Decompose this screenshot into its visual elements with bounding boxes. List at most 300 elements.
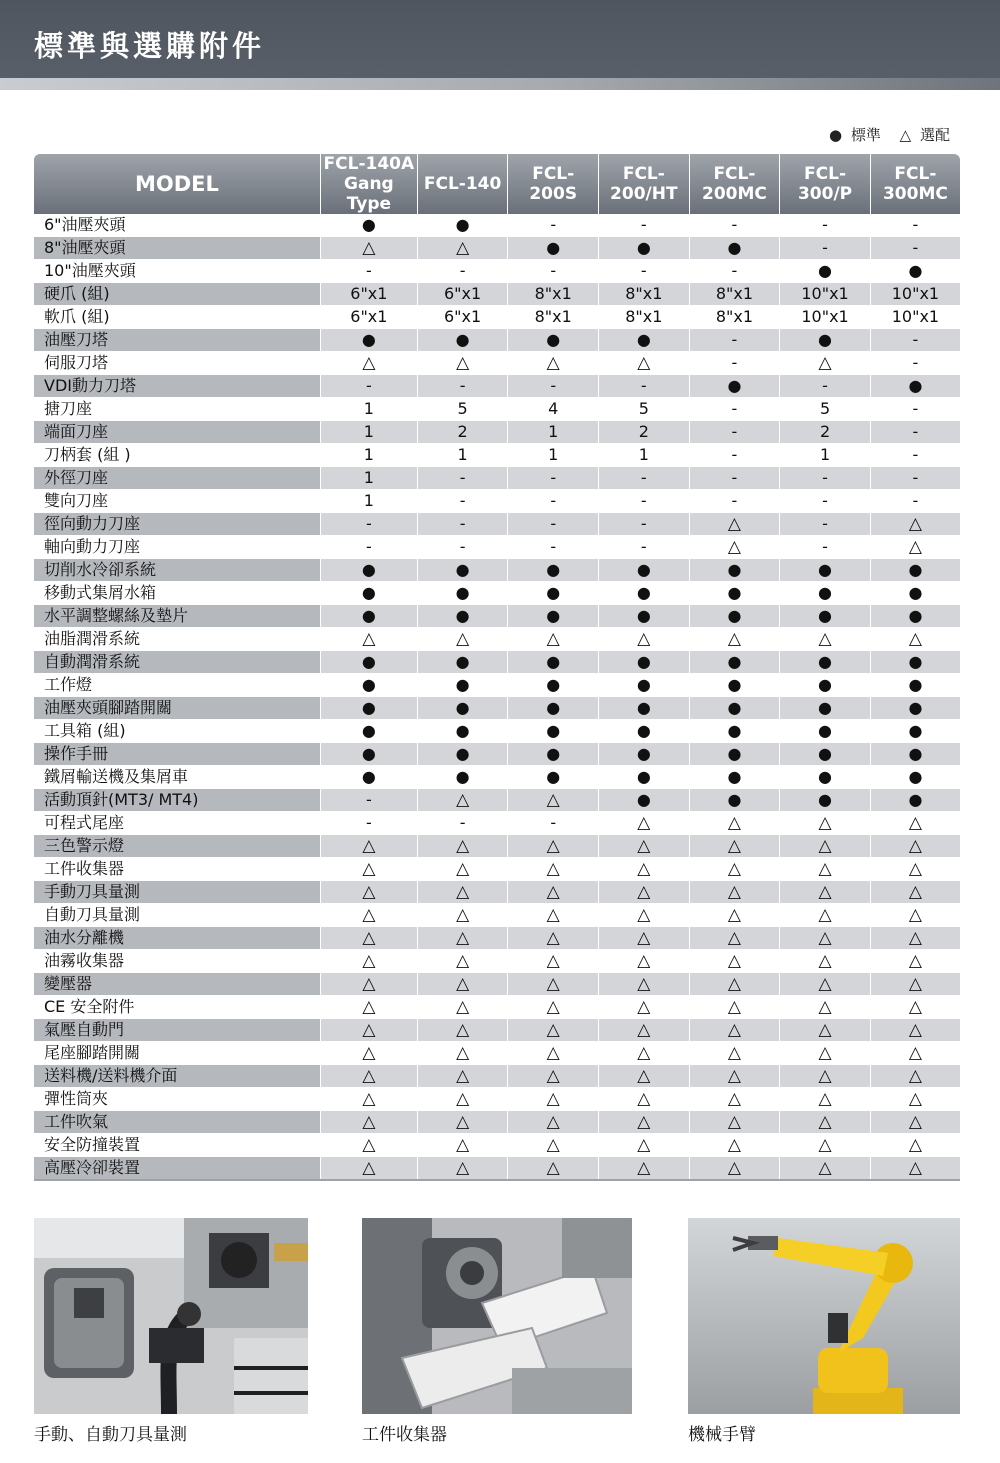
table-cell: [780, 766, 871, 789]
cell-value: -: [731, 445, 738, 464]
table-cell: [780, 398, 871, 421]
table-cell: [870, 467, 960, 490]
accessory-label: 工件收集器: [34, 858, 320, 881]
table-cell: [508, 375, 599, 398]
table-cell: [870, 490, 960, 513]
cell-value: -: [365, 376, 372, 395]
cell-value: -: [365, 537, 372, 556]
table-cell: [689, 398, 780, 421]
table-cell: [870, 674, 960, 697]
table-cell: [320, 927, 417, 950]
standard-dot-icon: ●: [455, 652, 470, 671]
table-cell: [870, 1042, 960, 1065]
table-cell: [599, 214, 690, 237]
table-cell: [870, 214, 960, 237]
table-cell: [780, 904, 871, 927]
accessory-label: 工具箱 (組): [34, 720, 320, 743]
table-cell: [417, 352, 508, 375]
table-cell: [417, 1157, 508, 1181]
table-cell: [870, 306, 960, 329]
accessory-label: 端面刀座: [34, 421, 320, 444]
accessories-table: [34, 154, 960, 1181]
standard-dot-icon: ●: [908, 721, 923, 740]
table-cell: [599, 536, 690, 559]
standard-dot-icon: ●: [455, 698, 470, 717]
table-cell: [320, 1157, 417, 1181]
cell-value: 10"x1: [891, 284, 940, 303]
table-cell: [320, 973, 417, 996]
table-row: [34, 490, 960, 513]
table-cell: [320, 697, 417, 720]
standard-dot-icon: ●: [818, 583, 833, 602]
option-triangle-icon: △: [456, 882, 470, 902]
cell-value: -: [459, 261, 466, 280]
table-cell: [870, 352, 960, 375]
table-cell: [689, 1134, 780, 1157]
table-row: [34, 1111, 960, 1134]
standard-dot-icon: ●: [361, 721, 376, 740]
option-triangle-icon: △: [908, 882, 922, 902]
accessory-label: 6"油壓夾頭: [34, 214, 320, 237]
table-cell: [508, 1134, 599, 1157]
standard-dot-icon: ●: [818, 744, 833, 763]
accessory-label: 工件吹氣: [34, 1111, 320, 1134]
table-cell: [320, 421, 417, 444]
table-cell: [780, 628, 871, 651]
option-triangle-icon: △: [546, 1020, 560, 1040]
table-cell: [689, 996, 780, 1019]
table-row: [34, 743, 960, 766]
table-row: [34, 283, 960, 306]
cell-value: 2: [638, 422, 649, 441]
table-row: [34, 329, 960, 352]
model-name-line: FCL-: [804, 164, 847, 184]
standard-dot-icon: ●: [727, 652, 742, 671]
table-cell: [599, 674, 690, 697]
accessory-label: 油霧收集器: [34, 950, 320, 973]
cell-value: 6"x1: [350, 307, 388, 326]
table-cell: [320, 490, 417, 513]
model-column-header: [320, 154, 417, 214]
table-cell: [417, 582, 508, 605]
table-cell: [508, 352, 599, 375]
table-cell: [780, 306, 871, 329]
table-cell: [417, 904, 508, 927]
table-cell: [870, 1134, 960, 1157]
table-row: [34, 904, 960, 927]
option-triangle-icon: △: [362, 1135, 376, 1155]
table-cell: [689, 375, 780, 398]
table-cell: [599, 421, 690, 444]
standard-dot-icon: ●: [818, 767, 833, 786]
option-triangle-icon: △: [546, 1135, 560, 1155]
table-cell: [320, 260, 417, 283]
table-row: [34, 697, 960, 720]
table-cell: [599, 513, 690, 536]
standard-dot-icon: ●: [908, 767, 923, 786]
table-cell: [870, 582, 960, 605]
accessory-label: 雙向刀座: [34, 490, 320, 513]
standard-dot-icon: ●: [361, 215, 376, 234]
table-cell: [508, 1111, 599, 1134]
option-triangle-icon: △: [362, 997, 376, 1017]
option-triangle-icon: △: [362, 928, 376, 948]
table-cell: [508, 237, 599, 260]
accessory-label: VDI動力刀塔: [34, 375, 320, 398]
option-triangle-icon: △: [908, 1158, 922, 1178]
standard-dot-icon: ●: [636, 330, 651, 349]
option-triangle-icon: △: [362, 1043, 376, 1063]
table-cell: [689, 490, 780, 513]
standard-dot-icon: ●: [361, 744, 376, 763]
option-triangle-icon: △: [818, 1066, 832, 1086]
accessory-label: 自動刀具量測: [34, 904, 320, 927]
cell-value: -: [459, 468, 466, 487]
cell-value: -: [459, 491, 466, 510]
table-cell: [320, 283, 417, 306]
option-triangle-icon: △: [637, 836, 651, 856]
table-cell: [780, 467, 871, 490]
table-cell: [508, 950, 599, 973]
model-name-line: 300/P: [797, 184, 853, 204]
table-cell: [780, 329, 871, 352]
cell-value: 1: [363, 422, 374, 441]
option-triangle-icon: △: [456, 353, 470, 373]
cell-value: -: [731, 330, 738, 349]
cell-value: 8"x1: [625, 307, 663, 326]
cell-value: -: [459, 376, 466, 395]
accessory-label: 油壓刀塔: [34, 329, 320, 352]
cell-value: 2: [819, 422, 831, 441]
table-cell: [870, 812, 960, 835]
option-triangle-icon: △: [546, 790, 560, 810]
table-row: [34, 973, 960, 996]
option-triangle-icon: △: [727, 1020, 741, 1040]
table-cell: [417, 766, 508, 789]
table-cell: [599, 1042, 690, 1065]
table-cell: [508, 536, 599, 559]
table-cell: [870, 973, 960, 996]
table-cell: [689, 743, 780, 766]
standard-dot-icon: ●: [455, 721, 470, 740]
table-cell: [599, 858, 690, 881]
standard-dot-icon: ●: [455, 606, 470, 625]
table-cell: [320, 582, 417, 605]
cell-value: -: [822, 215, 828, 234]
table-cell: [780, 1088, 871, 1111]
table-cell: [870, 398, 960, 421]
option-triangle-icon: △: [818, 1020, 832, 1040]
option-triangle-icon: △: [727, 836, 741, 856]
option-triangle-icon: △: [362, 951, 376, 971]
table-cell: [870, 283, 960, 306]
option-triangle-icon: △: [546, 905, 560, 925]
table-cell: [417, 559, 508, 582]
table-row: [34, 444, 960, 467]
table-cell: [417, 674, 508, 697]
table-cell: [780, 490, 871, 513]
standard-dot-icon: ●: [455, 583, 470, 602]
cell-value: 1: [363, 491, 374, 510]
standard-dot-icon: ●: [546, 675, 561, 694]
accessory-label: 刀柄套 (組 ): [34, 444, 320, 467]
table-cell: [417, 1088, 508, 1111]
option-triangle-icon: △: [908, 537, 922, 557]
cell-value: -: [459, 514, 466, 533]
standard-dot-icon: ●: [908, 606, 923, 625]
cell-value: -: [365, 813, 372, 832]
table-cell: [599, 904, 690, 927]
cell-value: 4: [548, 399, 559, 418]
table-cell: [320, 743, 417, 766]
table-cell: [599, 260, 690, 283]
table-cell: [508, 651, 599, 674]
table-cell: [508, 927, 599, 950]
accessory-label: 氣壓自動門: [34, 1019, 320, 1042]
cell-value: 6"x1: [350, 284, 388, 303]
model-name-line: FCL-: [532, 164, 575, 184]
table-cell: [780, 1019, 871, 1042]
option-triangle-icon: △: [908, 1043, 922, 1063]
accessory-label: 10"油壓夾頭: [34, 260, 320, 283]
cell-value: -: [731, 399, 738, 418]
option-triangle-icon: △: [727, 1158, 741, 1178]
option-triangle-icon: △: [818, 836, 832, 856]
table-cell: [417, 1042, 508, 1065]
option-triangle-icon: △: [637, 1066, 651, 1086]
standard-dot-icon: ●: [727, 698, 742, 717]
cell-value: 1: [638, 445, 649, 464]
option-triangle-icon: △: [456, 859, 470, 879]
table-cell: [508, 1042, 599, 1065]
table-cell: [320, 950, 417, 973]
table-cell: [870, 237, 960, 260]
table-cell: [508, 835, 599, 858]
table-cell: [508, 582, 599, 605]
table-cell: [780, 697, 871, 720]
cell-value: 8"x1: [715, 284, 754, 303]
table-cell: [780, 237, 871, 260]
option-triangle-icon: △: [362, 238, 376, 258]
cell-value: -: [640, 491, 647, 510]
table-cell: [870, 881, 960, 904]
table-cell: [320, 835, 417, 858]
standard-dot-icon: ●: [361, 767, 376, 786]
table-cell: [780, 927, 871, 950]
table-cell: [780, 1111, 871, 1134]
standard-dot-icon: ●: [727, 721, 742, 740]
cell-value: -: [550, 491, 557, 510]
table-cell: [320, 513, 417, 536]
table-cell: [780, 835, 871, 858]
table-cell: [780, 582, 871, 605]
table-cell: [508, 214, 599, 237]
table-cell: [508, 260, 599, 283]
model-column-header: [870, 154, 960, 214]
table-cell: [780, 881, 871, 904]
table-cell: [599, 1111, 690, 1134]
table-cell: [508, 1157, 599, 1181]
table-cell: [320, 1111, 417, 1134]
table-cell: [599, 697, 690, 720]
option-triangle-icon: △: [546, 928, 560, 948]
table-cell: [417, 881, 508, 904]
option-triangle-icon: △: [908, 629, 922, 649]
table-cell: [417, 996, 508, 1019]
table-cell: [320, 628, 417, 651]
table-cell: [689, 214, 780, 237]
table-cell: [417, 605, 508, 628]
table-cell: [599, 628, 690, 651]
table-cell: [417, 973, 508, 996]
option-triangle-icon: △: [456, 836, 470, 856]
standard-dot-icon: ●: [636, 238, 651, 257]
table-row: [34, 605, 960, 628]
cell-value: -: [459, 537, 466, 556]
option-triangle-icon: △: [546, 1158, 560, 1178]
table-cell: [417, 513, 508, 536]
table-cell: [870, 950, 960, 973]
table-cell: [508, 766, 599, 789]
option-triangle-icon: △: [456, 905, 470, 925]
table-cell: [780, 214, 871, 237]
table-cell: [689, 421, 780, 444]
table-cell: [599, 1157, 690, 1181]
table-row: [34, 536, 960, 559]
model-name-line: 300MC: [882, 184, 948, 204]
cell-value: -: [550, 468, 557, 487]
option-triangle-icon: △: [727, 928, 741, 948]
photo-caption: 機械手臂: [688, 1425, 756, 1445]
accessory-label: 彈性筒夾: [34, 1088, 320, 1111]
option-triangle-icon: △: [362, 905, 376, 925]
table-cell: [320, 1065, 417, 1088]
table-cell: [689, 513, 780, 536]
parts-catcher-illustration: [362, 1218, 632, 1414]
accessory-label: 自動潤滑系統: [34, 651, 320, 674]
option-triangle-icon: △: [908, 859, 922, 879]
standard-dot-icon: ●: [361, 330, 376, 349]
table-cell: [508, 306, 599, 329]
table-cell: [780, 375, 871, 398]
standard-dot-icon: ●: [828, 126, 843, 144]
model-name-line: 200MC: [701, 184, 767, 204]
table-cell: [689, 1111, 780, 1134]
option-triangle-icon: △: [727, 1043, 741, 1063]
table-cell: [780, 950, 871, 973]
table-cell: [508, 283, 599, 306]
cell-value: -: [731, 491, 738, 510]
option-triangle-icon: △: [637, 1043, 651, 1063]
table-cell: [689, 904, 780, 927]
page-title: 標準與選購附件: [34, 29, 266, 63]
option-triangle-icon: △: [456, 1135, 470, 1155]
table-cell: [599, 1134, 690, 1157]
table-cell: [599, 950, 690, 973]
option-triangle-icon: △: [362, 353, 376, 373]
table-row: [34, 858, 960, 881]
cell-value: 8"x1: [715, 307, 754, 326]
accessory-label: 操作手冊: [34, 743, 320, 766]
table-cell: [320, 375, 417, 398]
table-cell: [689, 237, 780, 260]
table-cell: [870, 720, 960, 743]
cell-value: 10"x1: [891, 307, 940, 326]
cell-value: 1: [363, 445, 374, 464]
cell-value: 5: [638, 399, 649, 418]
option-triangle-icon: △: [456, 790, 470, 810]
standard-dot-icon: ●: [361, 583, 376, 602]
cell-value: 5: [819, 399, 831, 418]
table-cell: [870, 1088, 960, 1111]
standard-dot-icon: ●: [361, 606, 376, 625]
table-cell: [417, 697, 508, 720]
tool-measurement-photo: [34, 1218, 308, 1414]
table-row: [34, 1019, 960, 1042]
table-cell: [508, 858, 599, 881]
cell-value: -: [912, 445, 919, 464]
option-triangle-icon: △: [456, 951, 470, 971]
option-triangle-icon: △: [546, 629, 560, 649]
table-row: [34, 375, 960, 398]
standard-dot-icon: ●: [361, 652, 376, 671]
standard-dot-icon: ●: [546, 767, 561, 786]
table-cell: [417, 1019, 508, 1042]
table-cell: [417, 1134, 508, 1157]
accessory-label: 硬爪 (組): [34, 283, 320, 306]
cell-value: -: [731, 215, 738, 234]
table-cell: [417, 720, 508, 743]
table-cell: [780, 1157, 871, 1181]
option-triangle-icon: △: [362, 1066, 376, 1086]
table-cell: [689, 950, 780, 973]
table-cell: [689, 1042, 780, 1065]
table-cell: [780, 283, 871, 306]
table-cell: [599, 375, 690, 398]
accessory-label: 油壓夾頭腳踏開關: [34, 697, 320, 720]
table-cell: [417, 743, 508, 766]
table-cell: [689, 835, 780, 858]
model-name-line: FCL-140: [423, 174, 502, 194]
standard-dot-icon: ●: [818, 790, 833, 809]
table-cell: [689, 1019, 780, 1042]
cell-value: -: [365, 261, 372, 280]
cell-value: -: [912, 215, 919, 234]
option-triangle-icon: △: [818, 353, 832, 373]
table-cell: [599, 237, 690, 260]
table-cell: [320, 329, 417, 352]
cell-value: -: [912, 399, 919, 418]
option-triangle-icon: △: [362, 1112, 376, 1132]
standard-dot-icon: ●: [636, 721, 651, 740]
option-triangle-icon: △: [637, 974, 651, 994]
option-triangle-icon: △: [637, 1089, 651, 1109]
table-cell: [689, 651, 780, 674]
table-cell: [599, 582, 690, 605]
table-cell: [599, 283, 690, 306]
model-name-line: Gang Type: [344, 174, 394, 214]
option-triangle-icon: △: [456, 238, 470, 258]
table-cell: [508, 490, 599, 513]
table-cell: [508, 1088, 599, 1111]
cell-value: -: [550, 215, 557, 234]
table-cell: [508, 973, 599, 996]
table-cell: [870, 628, 960, 651]
table-cell: [508, 812, 599, 835]
page-header: [0, 0, 1000, 90]
option-triangle-icon: △: [908, 928, 922, 948]
standard-dot-icon: ●: [455, 560, 470, 579]
